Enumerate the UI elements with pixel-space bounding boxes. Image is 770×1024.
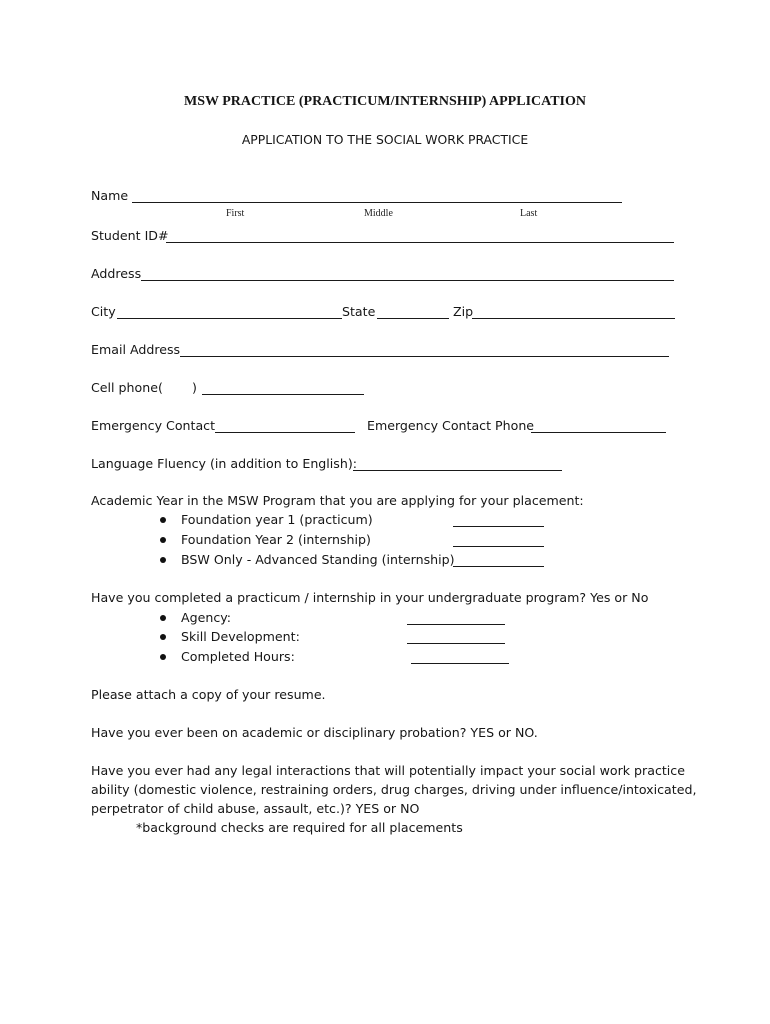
language-field[interactable] bbox=[353, 470, 562, 471]
completed-hours-field[interactable] bbox=[411, 663, 509, 664]
email-field[interactable] bbox=[180, 356, 669, 357]
agency-label: Agency: bbox=[181, 610, 232, 625]
undergrad-question: Have you completed a practicum / internship in your undergraduate program? Yes or No bbox=[91, 590, 649, 605]
academic-option-3-field[interactable] bbox=[453, 566, 544, 567]
address-field[interactable] bbox=[141, 280, 674, 281]
city-label: City bbox=[91, 304, 116, 319]
zip-field[interactable] bbox=[472, 318, 675, 319]
skill-development-field[interactable] bbox=[407, 643, 505, 644]
emergency-phone-field[interactable] bbox=[531, 432, 666, 433]
emergency-contact-field[interactable] bbox=[215, 432, 355, 433]
academic-year-question: Academic Year in the MSW Program that you are applying for your placement: bbox=[91, 493, 584, 508]
bullet-icon bbox=[160, 615, 166, 621]
state-field[interactable] bbox=[377, 318, 449, 319]
cell-phone-paren: ) bbox=[192, 380, 197, 395]
skill-development-label: Skill Development: bbox=[181, 629, 300, 644]
academic-option-1-field[interactable] bbox=[453, 526, 544, 527]
emergency-contact-label: Emergency Contact bbox=[91, 418, 216, 433]
student-id-label: Student ID# bbox=[91, 228, 169, 243]
legal-question-line-2: ability (domestic violence, restraining orders, drug charges, driving under influence/intoxicated, bbox=[91, 782, 697, 797]
language-label: Language Fluency (in addition to English): bbox=[91, 456, 357, 471]
email-label: Email Address bbox=[91, 342, 181, 357]
resume-note: Please attach a copy of your resume. bbox=[91, 687, 326, 702]
name-middle-caption: Middle bbox=[364, 208, 393, 219]
bullet-icon bbox=[160, 537, 166, 543]
name-first-caption: First bbox=[226, 208, 245, 219]
emergency-phone-label: Emergency Contact Phone bbox=[367, 418, 535, 433]
bullet-icon bbox=[160, 557, 166, 563]
cell-phone-label: Cell phone( bbox=[91, 380, 163, 395]
background-check-note: *background checks are required for all placements bbox=[136, 820, 463, 835]
agency-field[interactable] bbox=[407, 624, 505, 625]
legal-question-line-1: Have you ever had any legal interactions that will potentially impact your social work practice bbox=[91, 763, 685, 778]
name-label: Name bbox=[91, 188, 129, 203]
name-field[interactable] bbox=[132, 202, 622, 203]
zip-label: Zip bbox=[453, 304, 474, 319]
student-id-field[interactable] bbox=[166, 242, 674, 243]
state-label: State bbox=[342, 304, 376, 319]
academic-option-2: Foundation Year 2 (internship) bbox=[181, 532, 371, 547]
probation-question: Have you ever been on academic or disciplinary probation? YES or NO. bbox=[91, 725, 538, 740]
bullet-icon bbox=[160, 634, 166, 640]
city-field[interactable] bbox=[117, 318, 342, 319]
form-subtitle: APPLICATION TO THE SOCIAL WORK PRACTICE bbox=[241, 132, 529, 147]
legal-question-line-3: perpetrator of child abuse, assault, etc.)? YES or NO bbox=[91, 801, 420, 816]
academic-option-2-field[interactable] bbox=[453, 546, 544, 547]
bullet-icon bbox=[160, 517, 166, 523]
bullet-icon bbox=[160, 654, 166, 660]
name-last-caption: Last bbox=[520, 208, 538, 219]
completed-hours-label: Completed Hours: bbox=[181, 649, 295, 664]
cell-phone-field[interactable] bbox=[202, 394, 364, 395]
academic-option-3: BSW Only - Advanced Standing (internship) bbox=[181, 552, 455, 567]
address-label: Address bbox=[91, 266, 142, 281]
form-title: MSW PRACTICE (PRACTICUM/INTERNSHIP) APPLICATION bbox=[183, 94, 586, 109]
academic-option-1: Foundation year 1 (practicum) bbox=[181, 512, 373, 527]
